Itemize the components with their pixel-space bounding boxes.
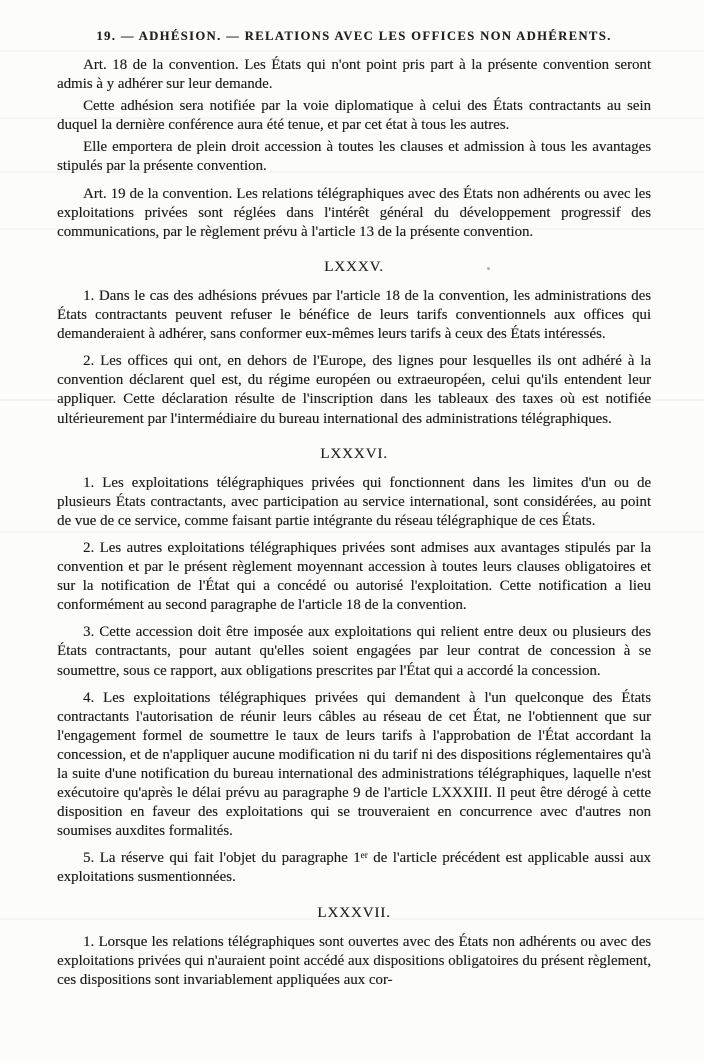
body-paragraph: Art. 18 de la convention. Les États qui n'ont point pris part à la présente convention seront admis à y adhérer sur leur demande. [57, 57, 651, 93]
body-paragraph: 2. Les autres exploitations télégraphiques privées sont admises aux avantages stipulés par la convention et par le présent règlement moyennant accession à toutes leurs clauses obligatoires et sur la notification de l'État qui a concédé ou autorisé l'exploitation. Cette notification a lieu conformément au second paragraphe de l'article 18 de la convention. [57, 539, 651, 614]
body-paragraph: 1. Les exploitations télégraphiques privées qui fonctionnent dans les limites d'un ou de plusieurs États contractants, avec participation au service international, sont considérées, au point de vue de ce service, comme faisant partie intégrante du réseau télégraphique de ces États. [57, 474, 651, 529]
body-paragraph: Art. 19 de la convention. Les relations télégraphiques avec des États non adhérents ou avec les exploitations privées sont réglées dans l'intérêt général du développement progressif des communications, par le règlement prévu à l'article 13 de la présente convention. [57, 185, 651, 240]
scan-artifact-line [0, 50, 704, 52]
page-header: 19. — ADHÉSION. — RELATIONS AVEC LES OFFICES NON ADHÉRENTS. [96, 29, 612, 43]
body-paragraph: 2. Les offices qui ont, en dehors de l'Europe, des lignes pour lesquelles ils ont adhéré à la convention déclarent quel est, du régime européen ou extraeuropéen, celui qu'ils entendent leur appliquer. Cette déclaration résulte de l'inscription dans les tableaux des taxes où est notifiée ultérieurement par l'intermédiaire du bureau international des administrations télégraphiques. [57, 353, 651, 427]
body-paragraph: 3. Cette accession doit être imposée aux exploitations qui relient entre deux ou plusieurs des États contractants, pour autant qu'elles soient engagées par leur contrat de concession à se soumettre, sous ce rapport, aux obligations prescrites par l'État qui a accordé la concession. [57, 624, 651, 679]
body-paragraph: Cette adhésion sera notifiée par la voie diplomatique à celui des États contractants au sein duquel la dernière conférence aura été tenue, et par cet état à tous les autres. [57, 98, 651, 134]
section-heading: LXXXVI. [320, 444, 388, 462]
section-heading: LXXXVII. [317, 903, 391, 921]
body-paragraph: 1. Dans le cas des adhésions prévues par l'article 18 de la convention, les administrations des États contractants peuvent refuser le bénéfice de leurs tarifs conventionnels aux offices qui demanderaient à adhérer, sans conformer eux-mêmes leurs tarifs à ceux des États intéressés. [57, 287, 651, 343]
body-paragraph: 4. Les exploitations télégraphiques privées qui demandent à l'un quelconque des États contractants l'autorisation de réunir leurs câbles au réseau de cet État, ne l'obtiennent que sur l'engagement formel de soumettre le taux de leurs tarifs à l'approbation de l'État accordant la concession, et de n'appliquer aucune modification ni du tarif ni des dispositions réglementaires qu'à la suite d'une notification du bureau international des administrations télégraphiques, laquelle n'est exécutoire qu'après le délai prévu au paragraphe 9 de l'article LXXXIII. Il peut être dérogé à cette disposition en faveur des exploitations qui se trouveraient en concurrence avec d'autres non soumises auxdites formalités. [57, 689, 651, 840]
body-paragraph: 1. Lorsque les relations télégraphiques sont ouvertes avec des États non adhérents ou avec des exploitations privées qui n'auraient point accédé aux dispositions obligatoires du présent règlement, ces dispositions sont invariablement appliquées aux cor- [57, 933, 651, 988]
body-paragraph: 5. La réserve qui fait l'objet du paragraphe 1ᵉʳ de l'article précédent est applicable aussi aux exploitations susmentionnées. [57, 850, 651, 886]
document-body [57, 56, 651, 993]
body-paragraph: Elle emportera de plein droit accession à toutes les clauses et admission à tous les avantages stipulés par la présente convention. [57, 139, 651, 175]
section-heading: LXXXV. [324, 257, 384, 275]
